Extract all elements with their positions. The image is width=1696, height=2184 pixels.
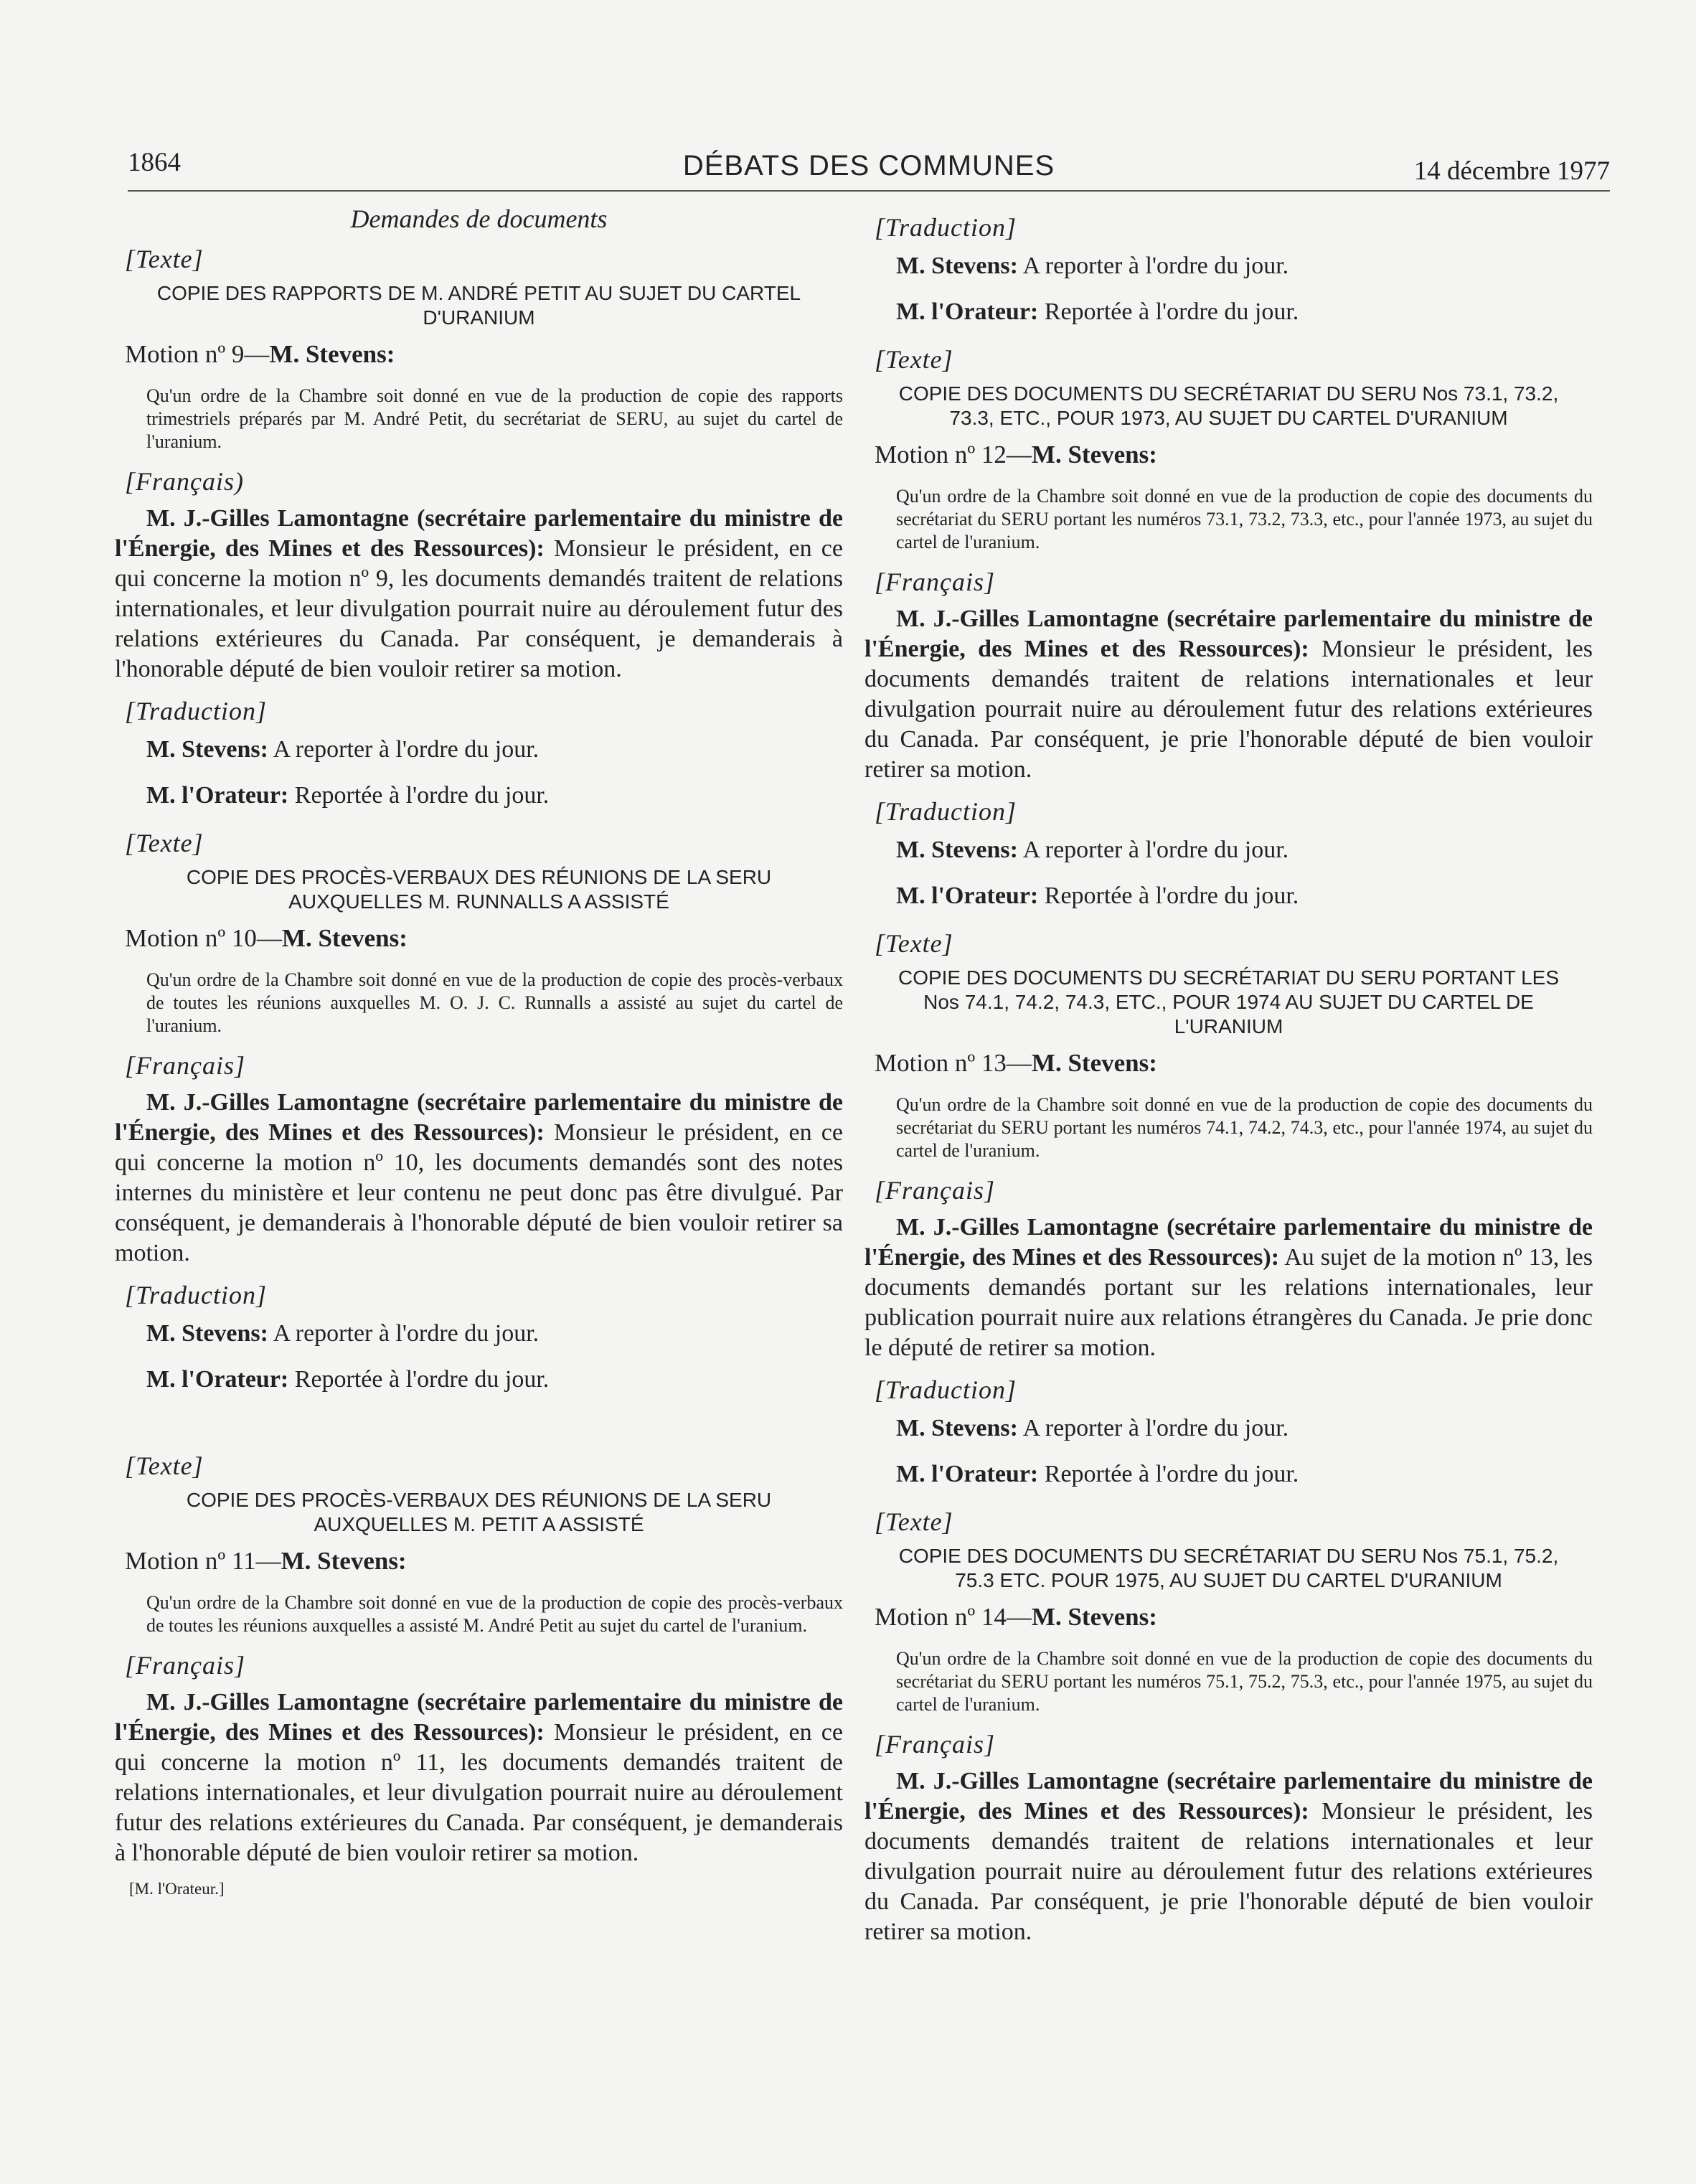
speech-line <box>146 736 843 763</box>
language-tag: [Français] <box>875 568 996 596</box>
speaker-name: M. l'Orateur: <box>896 298 1039 325</box>
speech-line <box>146 782 843 809</box>
motion-text: Qu'un ordre de la Chambre soit donné en vue de la production de copie des rapports trimestriels préparés par M. André Petit, du secrétariat de SERU, au sujet du cartel de l'uranium. <box>146 385 843 452</box>
speech-text: Reportée à l'ordre du jour. <box>1038 1461 1299 1487</box>
document-heading: COPIE DES DOCUMENTS DU SECRÉTARIAT DU SERU PORTANT LES Nos 74.1, 74.2, 74.3, ETC., POUR 1974 AU SUJET DU CARTEL DE L'URANIUM <box>898 966 1560 1037</box>
speaker-name: M. Stevens: <box>896 1415 1018 1441</box>
motion-line <box>125 924 843 953</box>
language-tag: [Texte] <box>125 829 204 857</box>
speech-line <box>146 1320 843 1347</box>
speaker-name: M. l'Orateur: <box>896 1461 1039 1487</box>
document-heading: COPIE DES RAPPORTS DE M. ANDRÉ PETIT AU SUJET DU CARTEL D'URANIUM <box>156 282 801 329</box>
motion-speaker: M. Stevens: <box>269 340 395 368</box>
speech-text: Au sujet de la motion nº 13, les documents demandés portant sur les relations internationales, leur publication pourrait nuire aux relations étrangères du Canada. Je prie donc le député de retirer sa motion. <box>865 1244 1593 1361</box>
section-title: Demandes de documents <box>350 204 608 233</box>
language-tag: [Français] <box>875 1176 996 1205</box>
speech-text: Monsieur le président, les documents demandés traitent de relations internationales et leur divulgation pourrait nuire au déroulement futur des relations extérieures du Canada. Par conséquent, je prie l'honorable député de bien vouloir retirer sa motion. <box>865 636 1593 783</box>
motion-text: Qu'un ordre de la Chambre soit donné en vue de la production de copie des procès-verbaux de toutes les réunions auxquelles a assisté M. André Petit au sujet du cartel de l'uranium. <box>146 1592 843 1636</box>
speech-paragraph <box>865 1213 1593 1363</box>
footnote: [M. l'Orateur.] <box>129 1880 225 1898</box>
motion-speaker: M. Stevens: <box>281 1547 407 1575</box>
speech-text: A reporter à l'ordre du jour. <box>1017 253 1289 279</box>
motion-line <box>125 340 843 369</box>
motion-number: Motion nº 12— <box>875 441 1032 469</box>
motion-text: Qu'un ordre de la Chambre soit donné en vue de la production de copie des procès-verbaux de toutes les réunions auxquelles M. O. J. C. Runnalls a assisté au sujet du cartel de l'uranium. <box>146 969 843 1036</box>
language-tag: [Traduction] <box>125 697 268 725</box>
language-tag: [Texte] <box>875 1507 953 1536</box>
speech-text: Monsieur le président, les documents demandés traitent de relations internationales et leur divulgation pourrait nuire au déroulement futur des relations extérieures du Canada. Par conséquent, je prie l'honorable député de bien vouloir retirer sa motion. <box>865 1798 1593 1945</box>
language-tag: [Français] <box>875 1730 996 1759</box>
motion-line <box>875 1603 1593 1632</box>
motion-number: Motion nº 14— <box>875 1603 1032 1631</box>
motion-number: Motion nº 9— <box>125 340 270 368</box>
speaker-name: M. J.-Gilles Lamontagne (secrétaire parlementaire du ministre de l'Énergie, des Mines et des Ressources): <box>115 1689 843 1746</box>
motion-text: Qu'un ordre de la Chambre soit donné en vue de la production de copie des documents du secrétariat du SERU portant les numéros 74.1, 74.2, 74.3, etc., pour l'année 1974, au sujet du cartel de l'uranium. <box>896 1094 1593 1161</box>
speech-paragraph <box>115 1088 843 1268</box>
language-tag: [Traduction] <box>125 1281 268 1309</box>
speech-line <box>896 253 1593 280</box>
motion-line <box>875 441 1593 469</box>
speech-paragraph <box>115 1688 843 1868</box>
language-tag: [Traduction] <box>875 213 1017 242</box>
language-tag: [Texte] <box>875 345 953 374</box>
speech-text: Reportée à l'ordre du jour. <box>288 782 550 809</box>
speech-line <box>896 1415 1593 1442</box>
left-column <box>115 202 843 1898</box>
page-title: DÉBATS DES COMMUNES <box>682 150 1055 182</box>
motion-line <box>875 1049 1593 1078</box>
motion-speaker: M. Stevens: <box>1031 441 1157 469</box>
language-tag: [Traduction] <box>875 1375 1017 1404</box>
language-tag: [Français) <box>125 467 244 496</box>
speaker-name: M. l'Orateur: <box>146 782 289 809</box>
language-tag: [Texte] <box>125 245 204 273</box>
motion-speaker: M. Stevens: <box>1031 1049 1157 1077</box>
speech-text: A reporter à l'ordre du jour. <box>268 1320 540 1347</box>
motion-speaker: M. Stevens: <box>1031 1603 1157 1631</box>
speech-text: Reportée à l'ordre du jour. <box>1038 882 1299 909</box>
speech-text: Monsieur le président, en ce qui concerne la motion nº 11, les documents demandés traitent de relations internationales, et leur divulgation pourrait nuire au déroulement futur des relations extérieures du Canada. Par conséquent, je demanderais à l'honorable député de bien vouloir retirer sa motion. <box>115 1719 843 1866</box>
right-column <box>865 202 1593 1959</box>
speech-text: Reportée à l'ordre du jour. <box>1038 298 1299 325</box>
speaker-name: M. l'Orateur: <box>146 1366 289 1393</box>
speaker-name: M. J.-Gilles Lamontagne (secrétaire parlementaire du ministre de l'Énergie, des Mines et des Ressources): <box>865 606 1593 662</box>
motion-number: Motion nº 11— <box>125 1547 281 1575</box>
speech-text: A reporter à l'ordre du jour. <box>1017 837 1289 863</box>
motion-text: Qu'un ordre de la Chambre soit donné en vue de la production de copie des documents du secrétariat du SERU portant les numéros 75.1, 75.2, 75.3, etc., pour l'année 1975, au sujet du cartel de l'uranium. <box>896 1648 1593 1715</box>
document-heading: COPIE DES PROCÈS-VERBAUX DES RÉUNIONS DE LA SERU AUXQUELLES M. RUNNALLS A ASSISTÉ <box>186 866 772 913</box>
language-tag: [Français] <box>125 1651 246 1680</box>
speech-line <box>146 1366 843 1393</box>
speech-paragraph <box>115 504 843 684</box>
speech-text: Monsieur le président, en ce qui concerne la motion nº 9, les documents demandés traitent de relations internationales, et leur divulgation pourrait nuire au déroulement futur des relations extérieures du Canada. Par conséquent, je demanderais à l'honorable député de bien vouloir retirer sa motion. <box>115 535 843 682</box>
language-tag: [Traduction] <box>875 797 1017 826</box>
motion-speaker: M. Stevens: <box>281 924 407 952</box>
motion-number: Motion nº 13— <box>875 1049 1032 1077</box>
page-date: 14 décembre 1977 <box>1413 156 1610 186</box>
speaker-name: M. Stevens: <box>896 253 1018 279</box>
speaker-name: M. J.-Gilles Lamontagne (secrétaire parlementaire du ministre de l'Énergie, des Mines et des Ressources): <box>115 505 843 562</box>
speech-line <box>896 837 1593 864</box>
speaker-name: M. J.-Gilles Lamontagne (secrétaire parlementaire du ministre de l'Énergie, des Mines et des Ressources): <box>865 1768 1593 1825</box>
speaker-name: M. Stevens: <box>146 736 268 763</box>
page-number: 1864 <box>128 148 181 177</box>
language-tag: [Texte] <box>125 1451 204 1480</box>
speaker-name: M. l'Orateur: <box>896 882 1039 909</box>
language-tag: [Français] <box>125 1051 246 1080</box>
speech-paragraph <box>865 604 1593 785</box>
spacer <box>115 1412 843 1441</box>
motion-line <box>125 1547 843 1576</box>
document-heading: COPIE DES DOCUMENTS DU SECRÉTARIAT DU SERU Nos 75.1, 75.2, 75.3 ETC. POUR 1975, AU SUJET DU CARTEL D'URANIUM <box>898 1545 1559 1591</box>
speech-text: A reporter à l'ordre du jour. <box>268 736 540 763</box>
speech-text: Reportée à l'ordre du jour. <box>288 1366 550 1393</box>
document-heading: COPIE DES DOCUMENTS DU SECRÉTARIAT DU SERU Nos 73.1, 73.2, 73.3, ETC., POUR 1973, AU SUJET DU CARTEL D'URANIUM <box>898 382 1559 429</box>
speech-text: A reporter à l'ordre du jour. <box>1017 1415 1289 1441</box>
document-heading: COPIE DES PROCÈS-VERBAUX DES RÉUNIONS DE LA SERU AUXQUELLES M. PETIT A ASSISTÉ <box>186 1489 772 1535</box>
speaker-name: M. Stevens: <box>146 1320 268 1347</box>
speaker-name: M. J.-Gilles Lamontagne (secrétaire parlementaire du ministre de l'Énergie, des Mines et des Ressources): <box>865 1214 1593 1271</box>
motion-number: Motion nº 10— <box>125 924 282 952</box>
speaker-name: M. J.-Gilles Lamontagne (secrétaire parlementaire du ministre de l'Énergie, des Mines et des Ressources): <box>115 1089 843 1146</box>
speech-paragraph <box>865 1766 1593 1947</box>
speech-text: Monsieur le président, en ce qui concerne la motion nº 10, les documents demandés sont des notes internes du ministère et leur contenu ne peut donc pas être divulgué. Par conséquent, je demanderais à l'honorable député de bien vouloir retirer sa motion. <box>115 1119 843 1266</box>
page-header <box>128 147 1610 192</box>
language-tag: [Texte] <box>875 929 953 958</box>
motion-text: Qu'un ordre de la Chambre soit donné en vue de la production de copie des documents du secrétariat du SERU portant les numéros 73.1, 73.2, 73.3, etc., pour l'année 1973, au sujet du cartel de l'uranium. <box>896 486 1593 552</box>
speaker-name: M. Stevens: <box>896 837 1018 863</box>
speech-line <box>896 882 1593 910</box>
speech-line <box>896 1461 1593 1488</box>
speech-line <box>896 298 1593 326</box>
